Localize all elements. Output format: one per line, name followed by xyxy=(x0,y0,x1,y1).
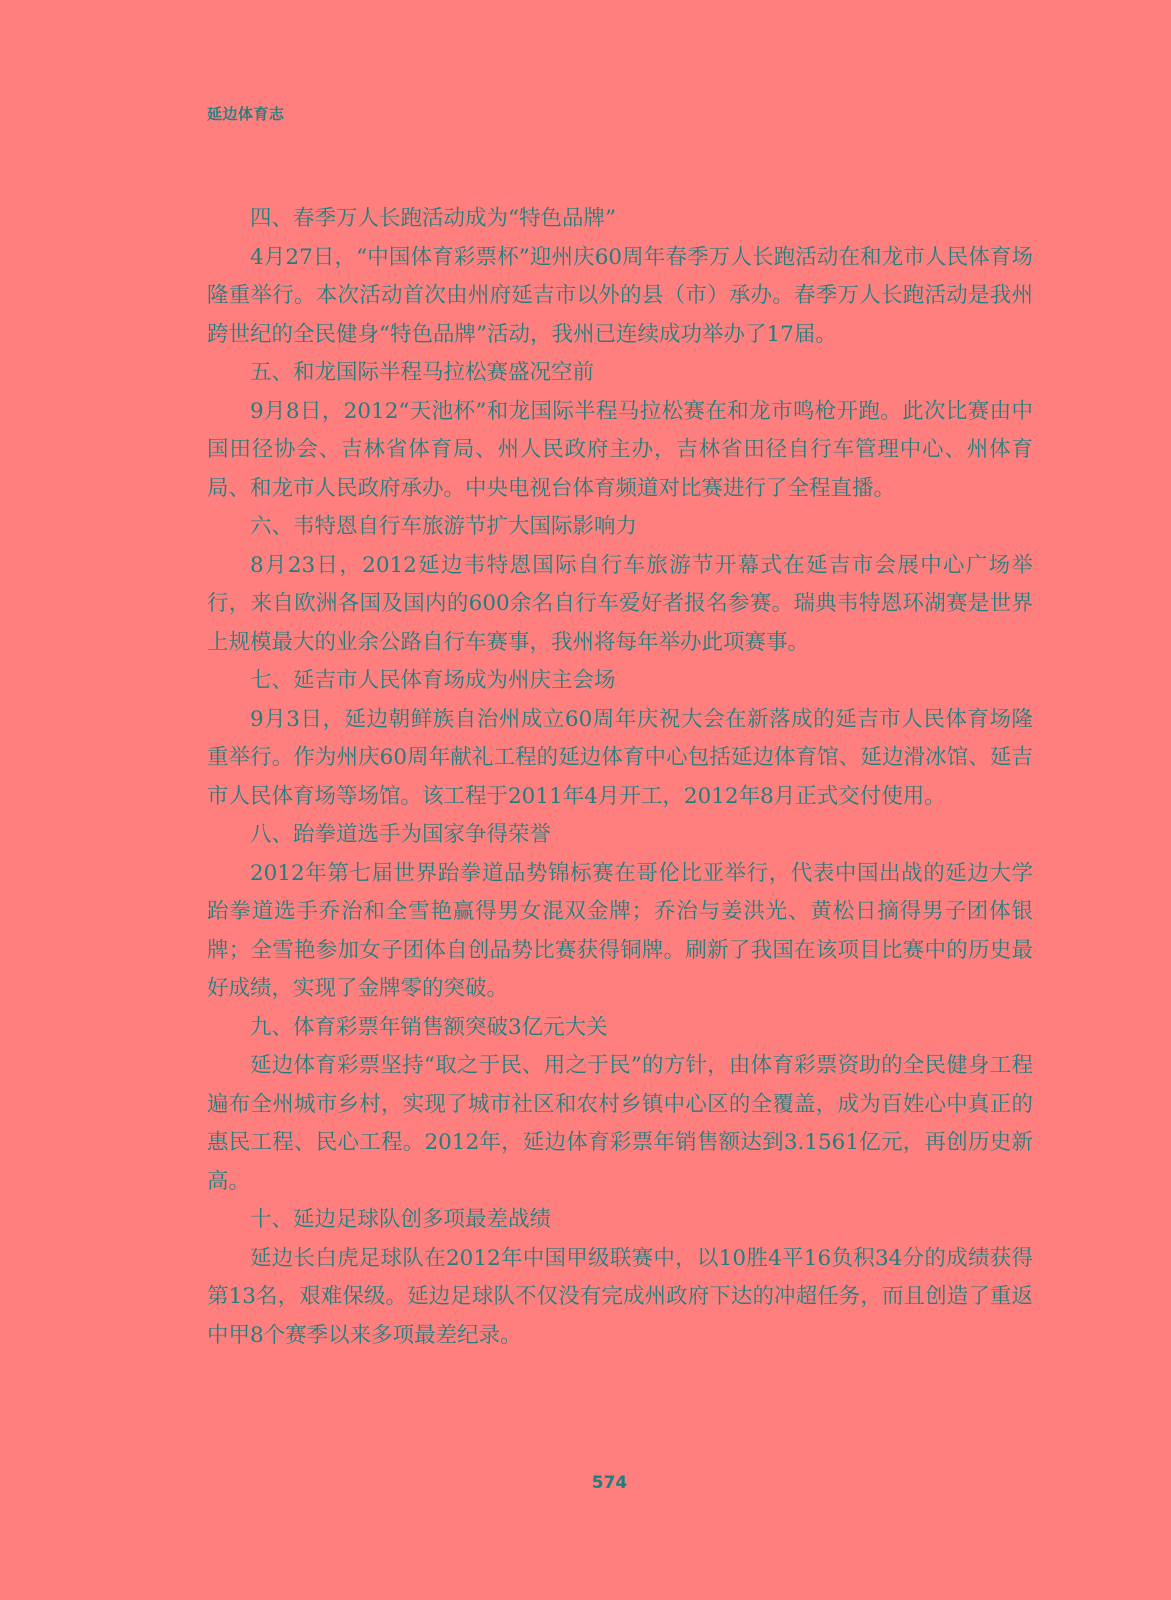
section-paragraph: 延边体育彩票坚持“取之于民、用之于民”的方针，由体育彩票资助的全民健身工程遍布全州城市乡村，实现了城市社区和农村乡镇中心区的全覆盖，成为百姓心中真正的惠民工程、民心工程。2012年，延边体育彩票年销售额达到3.1561亿元，再创历史新高。 xyxy=(207,1053,1033,1194)
section-heading: 七、延吉市人民体育场成为州庆主会场 xyxy=(250,668,616,693)
page-number: 574 xyxy=(591,1473,628,1493)
section-paragraph: 2012年第七届世界跆拳道品势锦标赛在哥伦比亚举行，代表中国出战的延边大学跆拳道选手乔治和全雪艳赢得男女混双金牌；乔治与姜洪光、黄松日摘得男子团体银牌；全雪艳参加女子团体自创品势比赛获得铜牌。刷新了我国在该项目比赛中的历史最好成绩，实现了金牌零的突破。 xyxy=(207,860,1033,1001)
section-paragraph: 延边长白虎足球队在2012年中国甲级联赛中，以10胜4平16负积34分的成绩获得第13名，艰难保级。延边足球队不仅没有完成州政府下达的冲超任务，而且创造了重返中甲8个赛季以来多项最差纪录。 xyxy=(207,1245,1033,1348)
section-paragraph: 4月27日，“中国体育彩票杯”迎州庆60周年春季万人长跑活动在和龙市人民体育场隆重举行。本次活动首次由州府延吉市以外的县（市）承办。春季万人长跑活动是我州跨世纪的全民健身“特色品牌”活动，我州已连续成功举办了17届。 xyxy=(207,244,1033,347)
section-paragraph: 9月3日，延边朝鲜族自治州成立60周年庆祝大会在新落成的延吉市人民体育场隆重举行。作为州庆60周年献礼工程的延边体育中心包括延边体育馆、延边滑冰馆、延吉市人民体育场等场馆。该工程于2011年4月开工，2012年8月正式交付使用。 xyxy=(207,706,1033,809)
section-heading: 九、体育彩票年销售额突破3亿元大关 xyxy=(250,1014,608,1040)
section-heading: 十、延边足球队创多项最差战绩 xyxy=(250,1207,552,1232)
section-heading: 四、春季万人长跑活动成为“特色品牌” xyxy=(250,206,616,231)
section-heading: 六、韦特恩自行车旅游节扩大国际影响力 xyxy=(250,514,638,539)
section-paragraph: 8月23日，2012延边韦特恩国际自行车旅游节开幕式在延吉市会展中心广场举行，来自欧洲各国及国内的600余名自行车爱好者报名参赛。瑞典韦特恩环湖赛是世界上规模最大的业余公路自行车赛事，我州将每年举办此项赛事。 xyxy=(207,552,1033,655)
section-heading: 五、和龙国际半程马拉松赛盛况空前 xyxy=(250,360,595,385)
document-body xyxy=(207,200,1033,1355)
running-header: 延边体育志 xyxy=(207,105,285,123)
section-paragraph: 9月8日，2012“天池杯”和龙国际半程马拉松赛在和龙市鸣枪开跑。此次比赛由中国田径协会、吉林省体育局、州人民政府主办，吉林省田径自行车管理中心、州体育局、和龙市人民政府承办。中央电视台体育频道对比赛进行了全程直播。 xyxy=(207,398,1033,501)
section-heading: 八、跆拳道选手为国家争得荣誉 xyxy=(250,822,552,847)
